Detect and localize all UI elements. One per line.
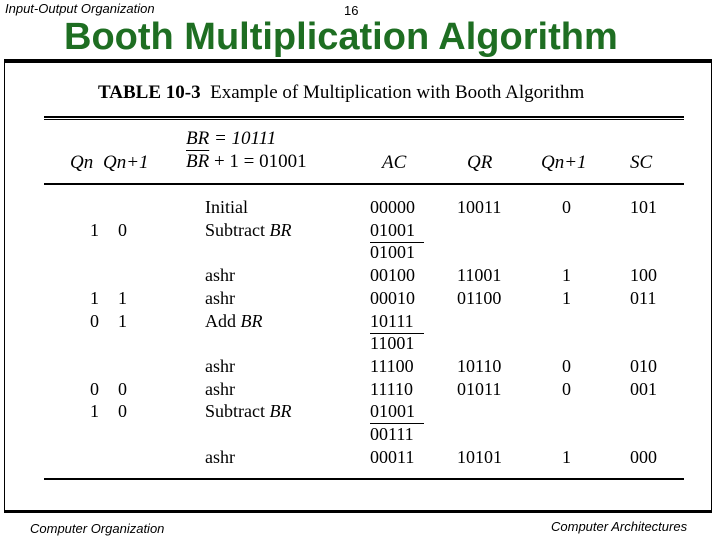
- row-1-ac: 01001: [370, 219, 415, 240]
- row-11-qr: 10101: [457, 446, 502, 467]
- header-brbar-line: [186, 151, 307, 173]
- header-br-line: [186, 128, 276, 150]
- table-frame: [4, 59, 712, 513]
- table-caption-text: Example of Multiplication with Booth Algorithm: [210, 82, 585, 103]
- header-brbar-rest: + 1 = 01001: [209, 151, 307, 172]
- row-9-qn: 1: [90, 401, 99, 422]
- row-3-sc: 100: [630, 265, 657, 286]
- row-2-ac: 01001: [370, 242, 415, 263]
- footer-right: Computer Architectures: [551, 519, 688, 534]
- page-number: 16: [344, 3, 359, 18]
- table-bottom-rule: [44, 478, 684, 480]
- row-7-qr: 10110: [457, 355, 502, 376]
- header-qn: [70, 152, 93, 174]
- row-3-qr: 11001: [457, 265, 502, 286]
- row-0-qr: 10011: [457, 197, 502, 217]
- row-5-ac: 10111: [370, 310, 414, 331]
- row-8-qn: 0: [90, 378, 99, 399]
- row-5-qn: 0: [90, 310, 99, 331]
- row-11-ac: 00011: [370, 446, 415, 467]
- row-8-qn1: 0: [118, 378, 127, 399]
- row-9-qn1: 0: [118, 401, 127, 422]
- header-qn1-text: Qn+1: [103, 152, 149, 173]
- row-6-ac: 11001: [370, 333, 415, 354]
- header-sc: SC: [630, 152, 653, 173]
- row-4-qr: 01100: [457, 287, 502, 308]
- table-top-rule: [44, 116, 684, 118]
- row-8-qr: 01011: [457, 378, 502, 399]
- table-caption: [98, 82, 584, 104]
- row-0-q: 0: [562, 197, 571, 217]
- row-4-op: ashr: [205, 287, 235, 308]
- row-11-q: 1: [562, 446, 571, 467]
- row-3-q: 1: [562, 265, 571, 286]
- row-8-ac: 11110: [370, 378, 413, 399]
- row-3-ac: 00100: [370, 265, 415, 286]
- header-brbar: $\overline{BR}$: [186, 151, 210, 172]
- row-1-qn1: 0: [118, 219, 127, 240]
- row-8-sc: 001: [630, 378, 657, 399]
- row-9-ac: 01001: [370, 401, 415, 422]
- row-4-qn1: 1: [118, 287, 127, 308]
- row-1-qn: 1: [90, 219, 99, 240]
- row-0-ac: 00000: [370, 197, 415, 217]
- table-top-rule-2: [44, 119, 684, 120]
- header-ac: AC: [382, 152, 407, 173]
- row-10-ac: 00111: [370, 424, 414, 444]
- row-9-op: Subtract BR: [205, 401, 292, 422]
- row-0-sc: 101: [630, 197, 657, 217]
- row-1-op: Subtract BR: [205, 219, 292, 240]
- header-qn-text: Qn: [70, 152, 94, 173]
- row-5-qn1: 1: [118, 310, 127, 331]
- row-7-op: ashr: [205, 355, 235, 376]
- header-section-label: Input-Output Organization: [5, 1, 155, 16]
- row-8-op: ashr: [205, 378, 235, 399]
- row-0-op: Initial: [205, 197, 248, 217]
- footer-left: Computer Organization: [30, 521, 165, 536]
- row-7-q: 0: [562, 355, 571, 376]
- row-11-op: ashr: [205, 446, 235, 467]
- table-caption-label: TABLE 10-3: [98, 82, 201, 103]
- row-3-op: ashr: [205, 265, 235, 286]
- row-4-sc: 011: [630, 287, 657, 308]
- row-7-ac: 11100: [370, 355, 414, 376]
- row-4-ac: 00010: [370, 287, 415, 308]
- header-br: BR = 10111: [186, 128, 277, 149]
- row-4-q: 1: [562, 287, 571, 308]
- row-4-qn: 1: [90, 287, 99, 308]
- header-qn1-col: Qn+1: [541, 152, 587, 173]
- slide-title: Booth Multiplication Algorithm: [64, 16, 618, 58]
- row-11-sc: 000: [630, 446, 657, 467]
- row-8-q: 0: [562, 378, 571, 399]
- header-qn1: [103, 152, 149, 174]
- row-7-sc: 010: [630, 355, 657, 376]
- header-qr: QR: [467, 152, 493, 173]
- header-bottom-rule: [44, 183, 684, 185]
- row-5-op: Add BR: [205, 310, 263, 331]
